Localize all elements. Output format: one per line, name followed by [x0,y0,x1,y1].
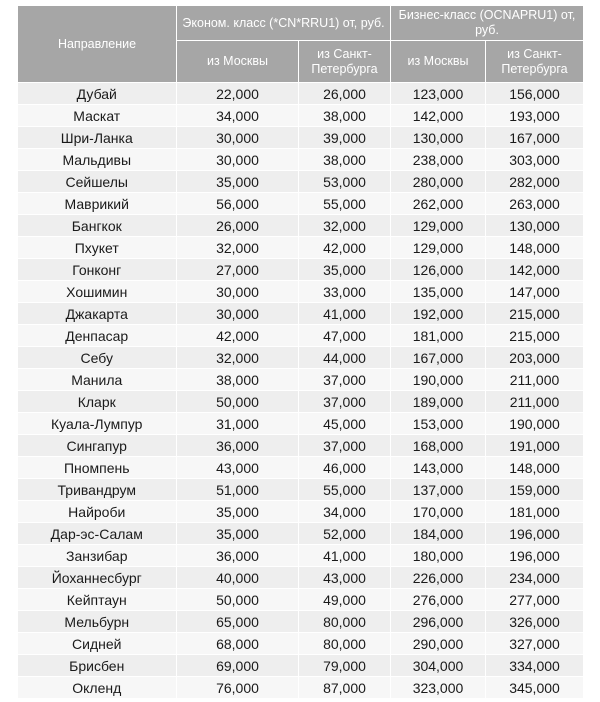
destination-cell: Мальдивы [18,149,177,171]
economy-spb-price-cell: 53,000 [299,171,391,193]
destination-cell: Себу [18,347,177,369]
economy-moscow-price-cell: 36,000 [177,435,299,457]
business-moscow-price-cell: 168,000 [391,435,486,457]
business-moscow-price-cell: 137,000 [391,479,486,501]
table-row [18,545,584,567]
destination-cell: Кларк [18,391,177,413]
economy-moscow-price-cell: 22,000 [177,83,299,105]
table-row [18,127,584,149]
economy-moscow-price-cell: 30,000 [177,127,299,149]
economy-moscow-price-cell: 50,000 [177,391,299,413]
economy-spb-price-cell: 43,000 [299,567,391,589]
economy-moscow-price-cell: 35,000 [177,501,299,523]
business-moscow-price-cell: 192,000 [391,303,486,325]
business-spb-price-cell: 303,000 [486,149,584,171]
destination-cell: Куала-Лумпур [18,413,177,435]
economy-spb-price-cell: 26,000 [299,83,391,105]
destination-cell: Пхукет [18,237,177,259]
table-row [18,457,584,479]
economy-moscow-price-cell: 43,000 [177,457,299,479]
business-moscow-price-cell: 170,000 [391,501,486,523]
business-moscow-price-cell: 296,000 [391,611,486,633]
economy-spb-price-cell: 44,000 [299,347,391,369]
economy-spb-price-cell: 52,000 [299,523,391,545]
economy-moscow-price-cell: 65,000 [177,611,299,633]
economy-spb-price-cell: 32,000 [299,215,391,237]
business-spb-price-cell: 191,000 [486,435,584,457]
business-spb-price-cell: 181,000 [486,501,584,523]
destination-cell: Дубай [18,83,177,105]
table-row [18,237,584,259]
economy-moscow-price-cell: 56,000 [177,193,299,215]
table-row [18,193,584,215]
business-moscow-price-cell: 290,000 [391,633,486,655]
destination-cell: Тривандрум [18,479,177,501]
economy-moscow-price-cell: 51,000 [177,479,299,501]
economy-moscow-price-cell: 69,000 [177,655,299,677]
business-spb-price-cell: 190,000 [486,413,584,435]
table-row [18,369,584,391]
business-spb-price-cell: 326,000 [486,611,584,633]
economy-spb-price-cell: 37,000 [299,369,391,391]
economy-moscow-price-cell: 50,000 [177,589,299,611]
economy-spb-price-cell: 38,000 [299,105,391,127]
destination-cell: Джакарта [18,303,177,325]
business-spb-price-cell: 282,000 [486,171,584,193]
destination-cell: Маскат [18,105,177,127]
table-row [18,567,584,589]
table-body [18,83,584,699]
destination-cell: Найроби [18,501,177,523]
business-moscow-price-cell: 129,000 [391,237,486,259]
destination-cell: Кейптаун [18,589,177,611]
economy-spb-price-cell: 42,000 [299,237,391,259]
table-header [18,6,584,83]
economy-spb-price-cell: 37,000 [299,391,391,413]
business-moscow-price-cell: 180,000 [391,545,486,567]
business-spb-price-cell: 148,000 [486,457,584,479]
destination-cell: Пномпень [18,457,177,479]
destination-cell: Дар-эс-Салам [18,523,177,545]
business-spb-price-cell: 277,000 [486,589,584,611]
economy-spb-price-cell: 87,000 [299,677,391,699]
business-moscow-price-cell: 153,000 [391,413,486,435]
fares-table [17,5,584,699]
business-spb-price-cell: 196,000 [486,523,584,545]
table-row [18,501,584,523]
economy-moscow-price-cell: 30,000 [177,303,299,325]
economy-moscow-price-cell: 35,000 [177,171,299,193]
economy-moscow-price-cell: 34,000 [177,105,299,127]
business-spb-price-cell: 327,000 [486,633,584,655]
economy-moscow-price-cell: 31,000 [177,413,299,435]
business-moscow-price-cell: 226,000 [391,567,486,589]
economy-spb-price-cell: 80,000 [299,611,391,633]
economy-spb-price-cell: 41,000 [299,303,391,325]
destination-cell: Бангкок [18,215,177,237]
destination-cell: Шри-Ланка [18,127,177,149]
business-moscow-price-cell: 190,000 [391,369,486,391]
business-spb-price-cell: 159,000 [486,479,584,501]
business-spb-price-cell: 203,000 [486,347,584,369]
economy-spb-price-cell: 79,000 [299,655,391,677]
table-row [18,149,584,171]
business-moscow-price-cell: 238,000 [391,149,486,171]
business-spb-price-cell: 211,000 [486,391,584,413]
economy-spb-price-cell: 38,000 [299,149,391,171]
business-spb-price-cell: 142,000 [486,259,584,281]
header-direction: Направление [18,6,177,83]
economy-spb-price-cell: 47,000 [299,325,391,347]
table-row [18,105,584,127]
economy-moscow-price-cell: 40,000 [177,567,299,589]
business-moscow-price-cell: 167,000 [391,347,486,369]
business-moscow-price-cell: 130,000 [391,127,486,149]
business-spb-price-cell: 211,000 [486,369,584,391]
table-row [18,655,584,677]
business-moscow-price-cell: 304,000 [391,655,486,677]
destination-cell: Сейшелы [18,171,177,193]
economy-spb-price-cell: 55,000 [299,479,391,501]
business-moscow-price-cell: 184,000 [391,523,486,545]
destination-cell: Йоханнесбург [18,567,177,589]
economy-spb-price-cell: 80,000 [299,633,391,655]
business-moscow-price-cell: 143,000 [391,457,486,479]
economy-spb-price-cell: 55,000 [299,193,391,215]
table-row [18,677,584,699]
business-moscow-price-cell: 276,000 [391,589,486,611]
business-spb-price-cell: 148,000 [486,237,584,259]
economy-moscow-price-cell: 30,000 [177,149,299,171]
destination-cell: Мельбурн [18,611,177,633]
business-spb-price-cell: 196,000 [486,545,584,567]
table-row [18,259,584,281]
header-economy-from-moscow: из Москвы [177,41,299,83]
economy-spb-price-cell: 35,000 [299,259,391,281]
table-row [18,611,584,633]
header-business-from-spb: из Санкт-Петербурга [486,41,584,83]
table-row [18,413,584,435]
business-spb-price-cell: 167,000 [486,127,584,149]
destination-cell: Денпасар [18,325,177,347]
business-moscow-price-cell: 126,000 [391,259,486,281]
business-spb-price-cell: 234,000 [486,567,584,589]
table-row [18,479,584,501]
header-business-from-moscow: из Москвы [391,41,486,83]
table-row [18,215,584,237]
business-moscow-price-cell: 142,000 [391,105,486,127]
fares-table-container [17,5,583,699]
table-row [18,83,584,105]
destination-cell: Маврикий [18,193,177,215]
table-row [18,589,584,611]
header-business-class: Бизнес-класс (OCNAPRU1) от, руб. [391,6,584,41]
economy-spb-price-cell: 45,000 [299,413,391,435]
table-row [18,281,584,303]
header-economy-from-spb: из Санкт-Петербурга [299,41,391,83]
table-row [18,171,584,193]
table-row [18,435,584,457]
economy-moscow-price-cell: 27,000 [177,259,299,281]
table-row [18,633,584,655]
business-moscow-price-cell: 181,000 [391,325,486,347]
table-row [18,523,584,545]
business-moscow-price-cell: 262,000 [391,193,486,215]
destination-cell: Занзибар [18,545,177,567]
economy-spb-price-cell: 33,000 [299,281,391,303]
business-spb-price-cell: 156,000 [486,83,584,105]
economy-moscow-price-cell: 26,000 [177,215,299,237]
business-moscow-price-cell: 135,000 [391,281,486,303]
economy-moscow-price-cell: 35,000 [177,523,299,545]
business-moscow-price-cell: 129,000 [391,215,486,237]
destination-cell: Брисбен [18,655,177,677]
destination-cell: Хошимин [18,281,177,303]
economy-spb-price-cell: 37,000 [299,435,391,457]
economy-spb-price-cell: 46,000 [299,457,391,479]
economy-moscow-price-cell: 76,000 [177,677,299,699]
business-spb-price-cell: 130,000 [486,215,584,237]
business-moscow-price-cell: 189,000 [391,391,486,413]
destination-cell: Гонконг [18,259,177,281]
business-spb-price-cell: 147,000 [486,281,584,303]
business-moscow-price-cell: 323,000 [391,677,486,699]
economy-moscow-price-cell: 32,000 [177,347,299,369]
economy-moscow-price-cell: 38,000 [177,369,299,391]
economy-moscow-price-cell: 30,000 [177,281,299,303]
economy-spb-price-cell: 34,000 [299,501,391,523]
economy-spb-price-cell: 39,000 [299,127,391,149]
business-spb-price-cell: 215,000 [486,303,584,325]
header-economy-class: Эконом. класс (*CN*RRU1) от, руб. [177,6,391,41]
economy-moscow-price-cell: 32,000 [177,237,299,259]
business-moscow-price-cell: 123,000 [391,83,486,105]
destination-cell: Сидней [18,633,177,655]
table-row [18,391,584,413]
table-row [18,303,584,325]
economy-moscow-price-cell: 42,000 [177,325,299,347]
destination-cell: Сингапур [18,435,177,457]
business-spb-price-cell: 334,000 [486,655,584,677]
business-spb-price-cell: 345,000 [486,677,584,699]
destination-cell: Манила [18,369,177,391]
economy-moscow-price-cell: 68,000 [177,633,299,655]
table-row [18,325,584,347]
economy-moscow-price-cell: 36,000 [177,545,299,567]
destination-cell: Окленд [18,677,177,699]
economy-spb-price-cell: 49,000 [299,589,391,611]
business-moscow-price-cell: 280,000 [391,171,486,193]
table-row [18,347,584,369]
economy-spb-price-cell: 41,000 [299,545,391,567]
business-spb-price-cell: 263,000 [486,193,584,215]
business-spb-price-cell: 215,000 [486,325,584,347]
business-spb-price-cell: 193,000 [486,105,584,127]
